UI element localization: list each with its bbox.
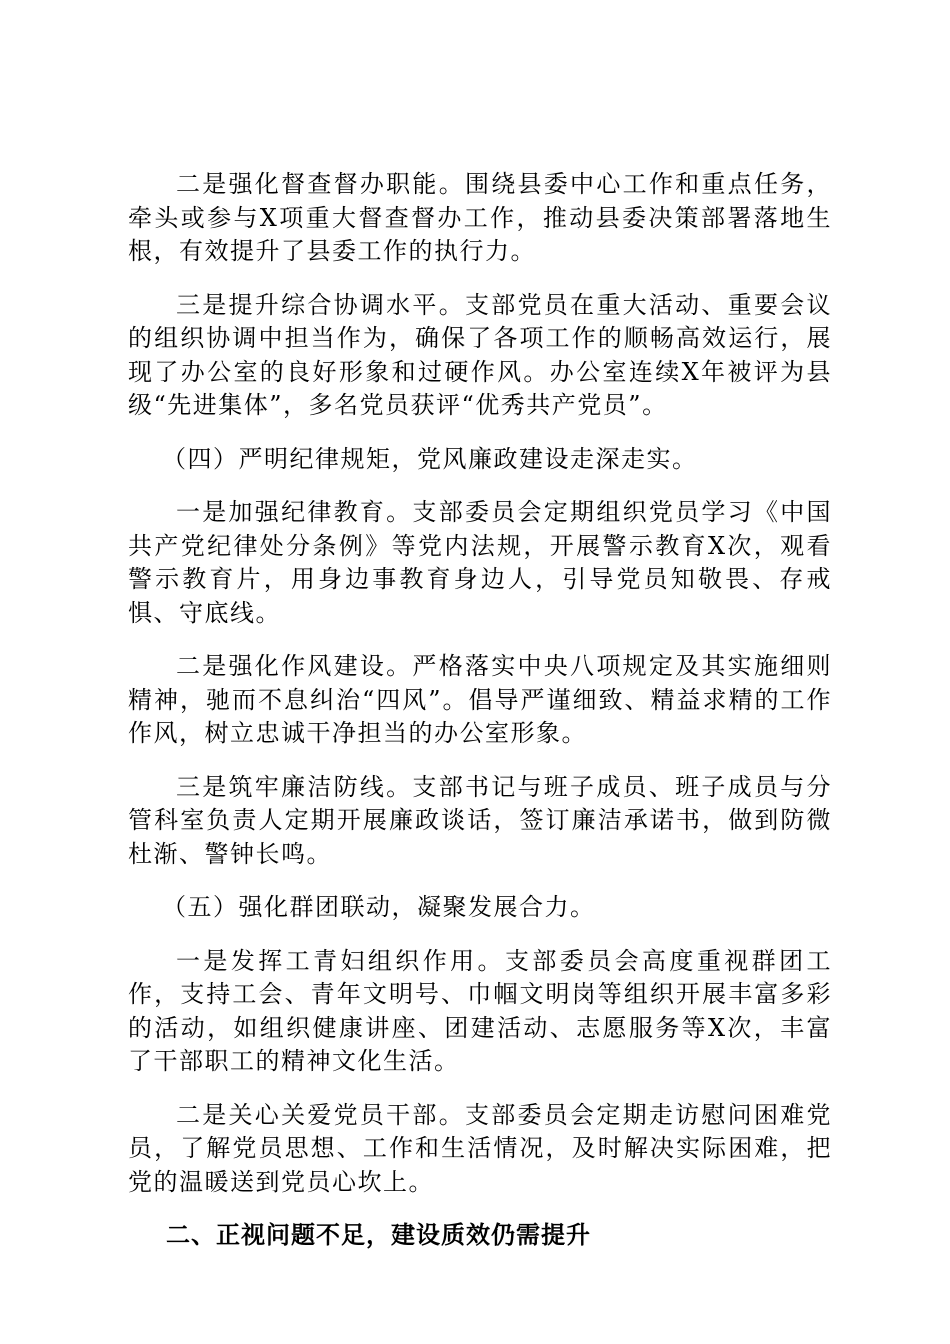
section-heading-discipline: （四）严明纪律规矩，党风廉政建设走深走实。	[162, 444, 698, 473]
document-body	[128, 168, 832, 1253]
paragraph-mass-organizations: 一是发挥工青妇组织作用。支部委员会高度重视群团工作，支持工会、青年文明号、巾帼文明岗等组织开展丰富多彩的活动，如组织健康讲座、团建活动、志愿服务等X次，丰富了干部职工的精神文化生活。	[128, 946, 832, 1075]
section-heading-mass-organizations: （五）强化群团联动，凝聚发展合力。	[162, 893, 596, 921]
paragraph-work-style: 二是强化作风建设。严格落实中央八项规定及其实施细则精神，驰而不息纠治“四风”。倡导严谨细致、精益求精的工作作风，树立忠诚干净担当的办公室形象。	[128, 652, 832, 747]
paragraph-integrity: 三是筑牢廉洁防线。支部书记与班子成员、班子成员与分管科室负责人定期开展廉政谈话，签订廉洁承诺书，做到防微杜渐、警钟长鸣。	[128, 772, 832, 868]
chapter-heading-problems: 二、正视问题不足，建设质效仍需提升	[166, 1221, 591, 1249]
paragraph-supervision: 二是强化督查督办职能。围绕县委中心工作和重点任务，牵头或参与X项重大督查督办工作，推动县委决策部署落地生根，有效提升了县委工作的执行力。	[128, 170, 832, 265]
paragraph-care: 二是关心关爱党员干部。支部委员会定期走访慰问困难党员，了解党员思想、工作和生活情况，及时解决实际困难，把党的温暖送到党员心坎上。	[128, 1100, 832, 1196]
paragraph-discipline-education: 一是加强纪律教育。支部委员会定期组织党员学习《中国共产党纪律处分条例》等党内法规，开展警示教育X次，观看警示教育片，用身边事教育身边人，引导党员知敬畏、存戒惧、守底线。	[128, 498, 832, 627]
paragraph-coordination: 三是提升综合协调水平。支部党员在重大活动、重要会议的组织协调中担当作为，确保了各项工作的顺畅高效运行，展现了办公室的良好形象和过硬作风。办公室连续X年被评为县级“先进集体”，多名党员获评“优秀共产党员”。	[128, 290, 832, 419]
